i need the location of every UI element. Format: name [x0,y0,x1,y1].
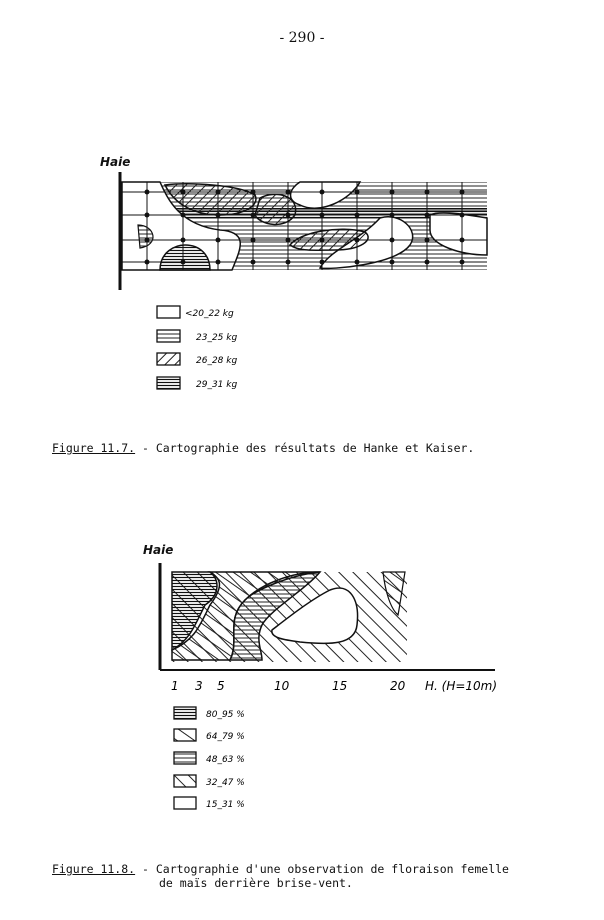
fig2-legend-swatch-3 [174,752,196,764]
fig1-legend-label-4: 29_31 kg [196,380,238,390]
fig1-region-diag-2 [255,194,296,224]
fig2-tick: 10 [274,679,290,693]
fig2-x-ticks [171,679,497,693]
fig2-legend-label-2: 64_79 % [206,732,245,742]
fig2-legend-swatch-1 [174,707,196,719]
fig1-caption [52,441,474,455]
fig1-caption-text: - Cartographie des résultats de Hanke et Kaiser. [135,441,475,455]
fig2-map [160,563,495,670]
fig1-map [120,172,487,290]
fig1-legend-swatch-3 [157,353,180,365]
fig2-legend [174,707,245,810]
fig2-legend-label-3: 48_63 % [206,755,245,765]
fig1-legend-swatch-2 [157,330,180,342]
fig1-caption-label: Figure 11.7. [52,441,136,455]
fig2-tick: 1 [171,679,179,693]
fig2-caption-line2: de maïs derrière brise-vent. [159,876,353,890]
fig1-legend-swatch-1 [157,306,180,318]
fig2-tick: 5 [217,679,225,693]
fig1-haie-label: Haie [100,155,131,169]
page-number: - 290 - [279,30,325,46]
fig2-legend-label-1: 80_95 % [206,710,245,720]
fig2-x-axis-label: H. (H=10m) [425,679,498,693]
fig2-legend-label-4: 32_47 % [206,778,245,788]
fig2-legend-swatch-2 [174,729,196,741]
fig2-tick: 3 [195,679,203,693]
fig2-caption [52,862,509,876]
fig2-haie-label: Haie [143,543,174,557]
fig1-legend-label-1: <20_22 kg [185,309,234,319]
fig2-legend-label-5: 15_31 % [206,800,245,810]
fig2-tick: 15 [332,679,348,693]
fig1-legend-label-2: 23_25 kg [196,333,238,343]
fig1-legend-swatch-4 [157,377,180,389]
fig2-caption-label: Figure 11.8. [52,862,136,876]
fig2-legend-swatch-5 [174,797,196,809]
fig2-legend-swatch-4 [174,775,196,787]
fig2-tick: 20 [390,679,406,693]
fig2-caption-line1: - Cartographie d'une observation de floraison femelle [135,862,509,876]
fig1-legend [157,306,237,390]
fig1-legend-label-3: 26_28 kg [196,356,238,366]
